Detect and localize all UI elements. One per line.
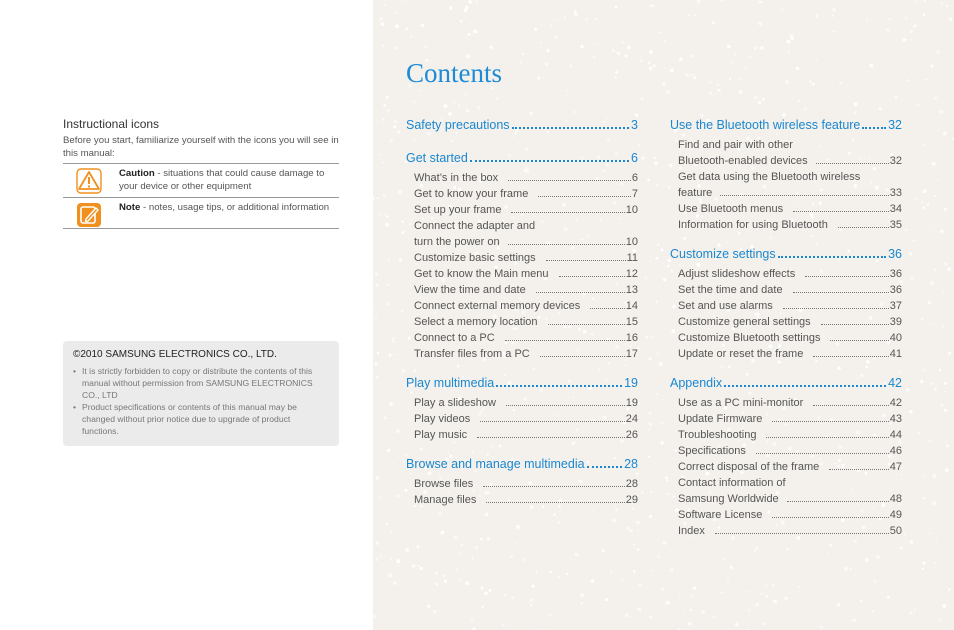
leader-dots <box>783 308 889 309</box>
toc-item[interactable] <box>406 218 638 250</box>
toc-item-page: 36 <box>889 268 902 280</box>
toc-item-page: 48 <box>889 493 902 505</box>
toc-item-label: Connect external memory devices <box>414 300 581 312</box>
toc-item[interactable] <box>670 475 902 507</box>
leader-dots <box>590 308 624 309</box>
instructional-icons-description: Before you start, familiarize yourself with the icons you will see in this manual: <box>63 135 339 159</box>
toc-item-page: 7 <box>631 188 638 200</box>
toc-item-label: Bluetooth-enabled devices <box>678 155 808 167</box>
toc-item[interactable] <box>670 217 902 233</box>
leader-dots <box>715 533 889 534</box>
copyright-bullet: • It is strictly forbidden to copy or distribute the contents of this manual without permission from SAMSUNG ELECTRONICS CO., LTD <box>73 366 329 401</box>
toc-item-label: Get to know the Main menu <box>414 268 549 280</box>
toc-item[interactable] <box>406 170 638 186</box>
leader-dots <box>508 244 625 245</box>
leader-dots <box>559 276 625 277</box>
toc-item-label: turn the power on <box>414 236 500 248</box>
contents-column-2 <box>670 117 902 539</box>
toc-item[interactable] <box>670 411 902 427</box>
copyright-bullet: • Product specifications or contents of this manual may be changed without prior notice due to upgrade of product functions. <box>73 402 329 437</box>
left-page <box>0 0 373 630</box>
toc-section-0[interactable] <box>670 117 902 133</box>
toc-item-page: 26 <box>625 429 638 441</box>
toc-item-label: Samsung Worldwide <box>678 493 779 505</box>
leader-dots <box>793 292 889 293</box>
toc-item-label-line1: Get data using the Bluetooth wireless <box>678 171 861 183</box>
toc-item[interactable] <box>406 395 638 411</box>
leader-dots <box>805 276 889 277</box>
toc-section-page: 3 <box>631 118 638 132</box>
leader-dots <box>821 324 889 325</box>
toc-item-label: Customize basic settings <box>414 252 536 264</box>
toc-item-page: 33 <box>889 187 902 199</box>
note-text: Note - notes, usage tips, or additional information <box>119 202 330 213</box>
leader-dots <box>772 421 888 422</box>
toc-item-label: Set and use alarms <box>678 300 773 312</box>
leader-dots <box>546 260 626 261</box>
toc-item-page: 29 <box>625 494 638 506</box>
toc-section-page: 42 <box>888 376 902 390</box>
toc-item[interactable] <box>406 250 638 266</box>
toc-item-label: Select a memory location <box>414 316 538 328</box>
toc-item-label: Correct disposal of the frame <box>678 461 820 473</box>
leader-dots <box>587 466 623 468</box>
leader-dots <box>813 405 888 406</box>
toc-item-page: 44 <box>889 429 902 441</box>
toc-item-page: 12 <box>625 268 638 280</box>
toc-item-label-line1: Contact information of <box>678 477 786 489</box>
toc-item[interactable] <box>406 346 638 362</box>
toc-item[interactable] <box>670 201 902 217</box>
toc-item-label: Play music <box>414 429 468 441</box>
toc-item-label: Use as a PC mini-monitor <box>678 397 804 409</box>
toc-item-page: 6 <box>631 172 638 184</box>
toc-item-label: Information for using Bluetooth <box>678 219 828 231</box>
toc-item-page: 46 <box>889 445 902 457</box>
leader-dots <box>830 340 888 341</box>
leader-dots <box>506 405 625 406</box>
toc-item-page: 41 <box>889 348 902 360</box>
toc-item[interactable] <box>406 411 638 427</box>
toc-item-label: View the time and date <box>414 284 526 296</box>
toc-item-page: 19 <box>625 397 638 409</box>
caution-text: Caution - situations that could cause damage to your device or other equipment <box>119 168 325 192</box>
leader-dots <box>829 469 889 470</box>
leader-dots <box>512 127 630 129</box>
leader-dots <box>486 502 624 503</box>
toc-item-page: 34 <box>889 203 902 215</box>
toc-item-page: 32 <box>889 155 902 167</box>
toc-item[interactable] <box>670 507 902 523</box>
leader-dots <box>787 501 889 502</box>
leader-dots <box>793 211 889 212</box>
toc-item-page: 16 <box>625 332 638 344</box>
toc-item[interactable] <box>670 137 902 169</box>
contents-title: Contents <box>406 58 503 88</box>
leader-dots <box>480 421 624 422</box>
toc-item-page: 42 <box>889 397 902 409</box>
toc-section-title: Appendix <box>670 376 723 390</box>
toc-item-page: 43 <box>889 413 902 425</box>
toc-item[interactable] <box>670 330 902 346</box>
copyright-list <box>73 366 329 438</box>
caution-row <box>63 164 339 198</box>
toc-section-page: 32 <box>888 118 902 132</box>
toc-item[interactable] <box>406 266 638 282</box>
toc-item-page: 40 <box>889 332 902 344</box>
toc-item-label: Set the time and date <box>678 284 783 296</box>
leader-dots <box>862 127 886 129</box>
leader-dots <box>505 340 625 341</box>
toc-item-page: 37 <box>889 300 902 312</box>
toc-item-page: 28 <box>625 478 638 490</box>
toc-section-title: Get started <box>406 151 468 165</box>
toc-section-page: 19 <box>624 376 638 390</box>
toc-item-label: Browse files <box>414 478 474 490</box>
toc-item[interactable] <box>406 330 638 346</box>
toc-section-0[interactable] <box>406 117 638 133</box>
toc-section-2[interactable] <box>406 375 638 391</box>
toc-item-label: Adjust slideshow effects <box>678 268 796 280</box>
toc-item[interactable] <box>670 523 902 539</box>
toc-item-label: Play a slideshow <box>414 397 496 409</box>
leader-dots <box>838 227 889 228</box>
toc-item-label: Update or reset the frame <box>678 348 804 360</box>
toc-item-label: Customize general settings <box>678 316 811 328</box>
toc-section-3[interactable] <box>406 456 638 472</box>
leader-dots <box>766 437 888 438</box>
toc-item-page: 35 <box>889 219 902 231</box>
toc-item[interactable] <box>670 298 902 314</box>
leader-dots <box>813 356 888 357</box>
toc-item[interactable] <box>670 169 902 201</box>
toc-item-page: 11 <box>626 252 638 264</box>
toc-section-title: Safety precautions <box>406 118 510 132</box>
leader-dots <box>548 324 625 325</box>
toc-item-page: 50 <box>889 525 902 537</box>
leader-dots <box>483 486 624 487</box>
note-icon <box>63 201 115 228</box>
toc-item-label-line1: Connect the adapter and <box>414 220 536 232</box>
toc-item[interactable] <box>670 314 902 330</box>
toc-item-page: 10 <box>625 204 638 216</box>
toc-item-page: 17 <box>625 348 638 360</box>
toc-item-page: 49 <box>889 509 902 521</box>
toc-item-label: Connect to a PC <box>414 332 495 344</box>
toc-section-title: Browse and manage multimedia <box>406 457 585 471</box>
leader-dots <box>540 356 625 357</box>
toc-item[interactable] <box>670 282 902 298</box>
leader-dots <box>508 180 631 181</box>
toc-item[interactable] <box>406 202 638 218</box>
toc-item-label-line1: Find and pair with other <box>678 139 793 151</box>
toc-item[interactable] <box>670 266 902 282</box>
copyright-title: ©2010 SAMSUNG ELECTRONICS CO., LTD. <box>73 349 277 360</box>
toc-item-page: 24 <box>625 413 638 425</box>
leader-dots <box>536 292 625 293</box>
toc-item[interactable] <box>406 476 638 492</box>
icons-table <box>63 163 339 229</box>
leader-dots <box>477 437 625 438</box>
toc-section-2[interactable] <box>670 375 902 391</box>
leader-dots <box>724 385 886 387</box>
toc-section-page: 36 <box>888 247 902 261</box>
toc-item-label: What’s in the box <box>414 172 499 184</box>
toc-item[interactable] <box>406 492 638 508</box>
toc-item-page: 10 <box>625 236 638 248</box>
toc-item-label: Use Bluetooth menus <box>678 203 784 215</box>
toc-section-title: Use the Bluetooth wireless feature <box>670 118 861 132</box>
leader-dots <box>772 517 888 518</box>
toc-section-1[interactable] <box>670 246 902 262</box>
note-row <box>63 198 339 229</box>
instructional-icons-heading: Instructional icons <box>63 117 160 131</box>
toc-section-title: Customize settings <box>670 247 776 261</box>
toc-item-page: 14 <box>625 300 638 312</box>
leader-dots <box>511 212 624 213</box>
leader-dots <box>538 196 631 197</box>
toc-item[interactable] <box>670 427 902 443</box>
toc-item-label: Software License <box>678 509 763 521</box>
toc-item-page: 39 <box>889 316 902 328</box>
toc-item[interactable] <box>670 443 902 459</box>
leader-dots <box>778 256 886 258</box>
toc-item[interactable] <box>406 298 638 314</box>
toc-item[interactable] <box>406 282 638 298</box>
toc-item-label: Customize Bluetooth settings <box>678 332 821 344</box>
toc-item-label: Specifications <box>678 445 746 457</box>
toc-item[interactable] <box>406 427 638 443</box>
toc-item-page: 13 <box>625 284 638 296</box>
toc-item-page: 47 <box>889 461 902 473</box>
toc-item-label: Get to know your frame <box>414 188 529 200</box>
leader-dots <box>756 453 889 454</box>
copyright-box <box>63 341 339 446</box>
toc-item-label: Set up your frame <box>414 204 502 216</box>
leader-dots <box>720 195 889 196</box>
toc-item-label: Troubleshooting <box>678 429 757 441</box>
toc-item-label: feature <box>678 187 713 199</box>
leader-dots <box>816 163 889 164</box>
toc-item[interactable] <box>670 395 902 411</box>
toc-item-label: Play videos <box>414 413 471 425</box>
toc-item[interactable] <box>406 314 638 330</box>
toc-item-label: Update Firmware <box>678 413 763 425</box>
toc-item-label: Transfer files from a PC <box>414 348 530 360</box>
toc-item-page: 36 <box>889 284 902 296</box>
toc-item-page: 15 <box>625 316 638 328</box>
toc-item[interactable] <box>406 186 638 202</box>
toc-item[interactable] <box>670 459 902 475</box>
toc-item-label: Manage files <box>414 494 477 506</box>
toc-item-label: Index <box>678 525 705 537</box>
toc-section-title: Play multimedia <box>406 376 495 390</box>
leader-dots <box>470 160 629 162</box>
caution-icon <box>63 167 115 194</box>
leader-dots <box>496 385 622 387</box>
contents-column-1 <box>406 117 638 508</box>
toc-item[interactable] <box>670 346 902 362</box>
toc-section-page: 6 <box>631 151 638 165</box>
toc-section-1[interactable] <box>406 150 638 166</box>
toc-section-page: 28 <box>624 457 638 471</box>
